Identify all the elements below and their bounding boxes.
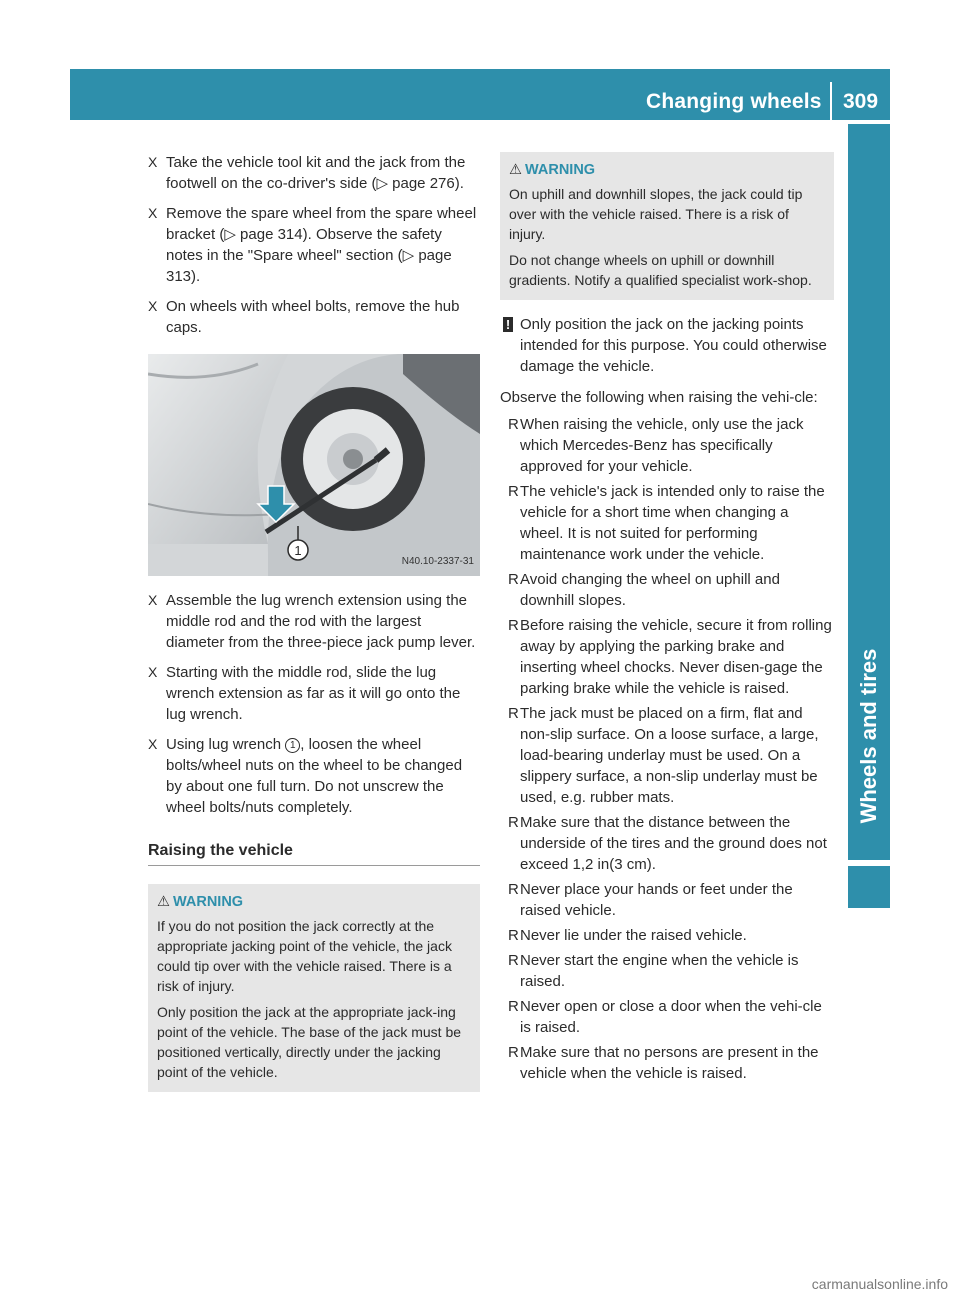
warning-paragraph: On uphill and downhill slopes, the jack could tip over with the vehicle raised. There is a risk of injury. [509,186,803,242]
list-item-text: Never place your hands or feet under the raised vehicle. [520,881,793,919]
warning-title-text: WARNING [525,162,596,178]
intro-text: Observe the following when raising the vehi-cle: [500,389,818,406]
warning-paragraph: Do not change wheels on uphill or downhill gradients. Notify a qualified specialist work-shop. [509,252,812,288]
page-title: Changing wheels [646,90,822,113]
warning-paragraph: Only position the jack at the appropriate jack-ing point of the vehicle. The base of the jack must be positioned vertically, directly under the jacking point of the vehicle. [157,1004,462,1080]
list-item-text: Make sure that the distance between the underside of the tires and the ground does not exceed 1,2 in(3 cm). [520,814,827,873]
list-item-text: Make sure that no persons are present in the vehicle when the vehicle is raised. [520,1044,819,1082]
bullet-marker: R [508,927,519,944]
step-text: Take the vehicle tool kit and the jack from the footwell on the co-driver's side (▷ page 276). [166,154,466,192]
bullet-marker: R [508,952,519,969]
section-heading: Raising the vehicle [148,840,480,866]
bullet-marker: R [508,705,519,722]
list-item [500,481,834,565]
warning-title [157,892,472,912]
list-item-text: The vehicle's jack is intended only to raise the vehicle for a short time when changing a wheel. It is not suited for performing maintenance work under the vehicle. [520,483,825,563]
watermark: carmanualsonline.info [811,1276,948,1292]
list-item-text: Avoid changing the wheel on uphill and downhill slopes. [520,571,780,609]
warning-title-text: WARNING [173,894,244,910]
list-item [500,925,834,946]
step-text: Remove the spare wheel from the spare wheel bracket (▷ page 314). Observe the safety notes in the "Spare wheel" section (▷ page 313). [166,205,477,285]
bullet-marker: R [508,998,519,1015]
step-item [148,203,480,287]
list-item [500,569,834,611]
figure-callout: 1 [294,543,302,558]
warning-title [509,160,826,180]
list-item-text: Never open or close a door when the vehi-cle is raised. [520,998,822,1036]
step-marker-icon: X [148,154,158,170]
step-text: Starting with the middle rod, slide the lug wrench extension as far as it will go onto the lug wrench. [166,664,461,723]
step-text [166,734,480,818]
step-marker-icon: X [148,205,158,221]
step-marker-icon: X [148,664,158,680]
step-text: On wheels with wheel bolts, remove the hub caps. [166,298,460,336]
header-divider [830,82,832,120]
list-item [500,812,834,875]
warning-triangle-icon: ⚠ [157,894,170,910]
list-item [500,996,834,1038]
bullet-marker: R [508,571,519,588]
wheel-lug-wrench-illustration [148,354,480,576]
list-item-text: Before raising the vehicle, secure it from rolling away by applying the parking brake and inserting wheel chocks. Never disen-gage the parking brake while the vehicle is raised. [520,617,832,697]
bullet-list [500,414,834,1084]
figure-code: N40.10-2337-31 [401,556,474,567]
list-item-text: The jack must be placed on a firm, flat and non-slip surface. On a loose surface, a large, load-bearing underlay must be used. On a slippery surface, a non-slip underlay must be used, e.g. rubber mats. [520,705,819,806]
list-item-text: When raising the vehicle, only use the jack which Mercedes-Benz has specifically approved for your vehicle. [520,416,804,475]
bullet-marker: R [508,881,519,898]
bullet-marker: R [508,416,519,433]
step-marker-icon: X [148,736,158,752]
step-item [148,734,480,818]
right-column [500,152,834,1088]
step-text-before: Using lug wrench [166,736,286,753]
list-item-text: Never start the engine when the vehicle is raised. [520,952,799,990]
step-item [148,152,480,194]
list-item [500,703,834,808]
page-number: 309 [843,90,879,113]
warning-box [148,884,480,1092]
step-text: Assemble the lug wrench extension using the middle rod and the rod with the largest diameter from the three-piece jack pump lever. [166,592,476,651]
list-item-text: Never lie under the raised vehicle. [520,927,747,944]
list-item [500,879,834,921]
bullet-marker: R [508,814,519,831]
bullet-marker: R [508,1044,519,1061]
list-item [500,1042,834,1084]
warning-box [500,152,834,300]
step-marker-icon: X [148,298,158,314]
warning-triangle-icon: ⚠ [509,162,522,178]
step-item [148,296,480,338]
step-item [148,662,480,725]
step-marker-icon: X [148,592,158,608]
list-item [500,414,834,477]
callout-number: 1 [285,738,300,753]
chapter-label: Wheels and tires [856,648,881,824]
exclamation-icon: ! [503,317,513,332]
list-item [500,950,834,992]
step-item [148,590,480,653]
list-item [500,615,834,699]
side-tab-marker [848,866,890,908]
illustration-graphic [148,354,480,576]
bullet-marker: R [508,483,519,500]
notice-text: Only position the jack on the jacking points intended for this purpose. You could otherwise damage the vehicle. [520,316,827,375]
bullet-marker: R [508,617,519,634]
step-text-after: , loosen the wheel bolts/wheel nuts on the wheel to be changed by about one full turn. Do not unscrew the wheel bolts/nuts completely. [166,736,463,816]
left-column [148,152,480,1092]
notice-item [500,314,834,377]
warning-paragraph: If you do not position the jack correctly at the appropriate jacking point of the vehicle, the jack could tip over with the vehicle raised. There is a risk of injury. [157,918,452,994]
